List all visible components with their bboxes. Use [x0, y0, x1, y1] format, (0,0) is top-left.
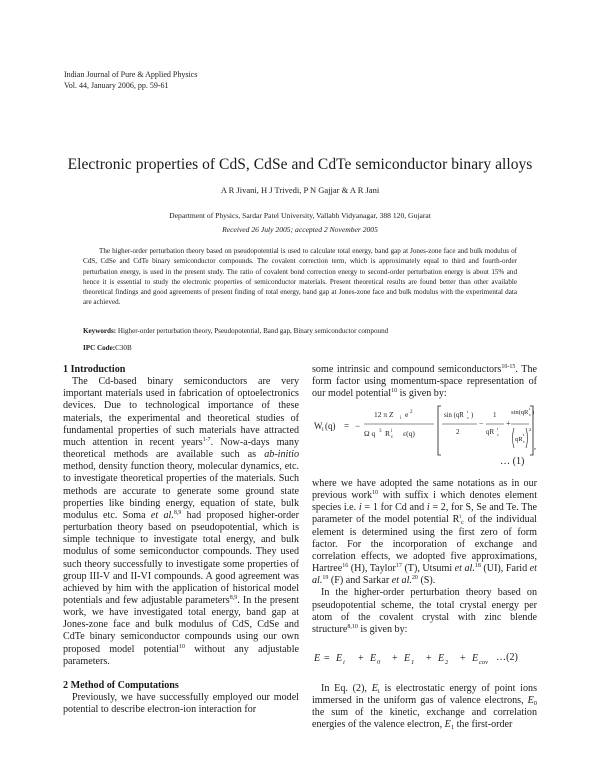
italic-run: ab-initio — [264, 449, 299, 461]
superscript: 19 — [322, 575, 329, 582]
eq1-t2-num: 1 — [493, 411, 497, 419]
notation-paragraph — [312, 478, 537, 587]
eq2-operator: + — [392, 653, 398, 664]
intro-paragraph — [63, 376, 299, 668]
eq1-lhs: W — [314, 421, 323, 431]
eq1-t2-den-sup: i — [497, 426, 499, 431]
text-run: . Now-a-days many theoretical methods are available such as — [63, 436, 300, 461]
eq1-t1-sub: c — [467, 415, 469, 420]
eq1-prefactor-num-sub: i — [400, 416, 402, 421]
paper-dates: Received 26 July 2005; accepted 2 November 2005 — [222, 225, 378, 234]
eq1-lhs-sub: i — [322, 427, 324, 433]
text-run: Previously, we have successfully employed our model potential to describe electron-ion interaction for — [63, 692, 299, 716]
eq1-prefactor-den-R-sup: i — [391, 429, 393, 434]
text-run: (UI), Farid — [480, 563, 530, 575]
superscript: 18 — [474, 563, 481, 570]
eq1-t3-paren-right — [526, 428, 528, 448]
text-run: . In the present work, we have investigated total energy, band gap at Jones-zone face and bulk modulus of CdS, CdSe and CdTe binary semiconductor compounds using our own proposed model potential — [63, 594, 299, 655]
subscript: 1 — [450, 724, 455, 732]
text-run: the sum of the kinetic, exchange and correlation energies of the valence electron, — [312, 707, 537, 731]
eq1-prefactor-den-tail: ε(q) — [403, 429, 415, 438]
eq1-minus: − — [355, 421, 361, 431]
eq1-number: … (1) — [500, 456, 525, 467]
eq1-t3-den-sub: c — [523, 439, 525, 444]
subscript: c — [461, 519, 464, 527]
superscript: 17 — [395, 563, 402, 570]
eq2-term: E — [472, 653, 479, 664]
eq1-arg: (q) — [325, 421, 336, 431]
eq1-t3-den-sup: i — [523, 432, 525, 437]
superscript: 10 — [391, 388, 398, 395]
italic-run: et al. — [150, 509, 174, 521]
text-run: = 1 for Cd and — [361, 502, 427, 514]
eq1-t2-den-sub: c — [497, 432, 499, 437]
paper-authors: A R Jivani, H J Trivedi, P N Gajjar & A R Jani — [220, 185, 380, 195]
text-run: (H), Taylor — [348, 563, 396, 575]
ipc-label: IPC Code: — [83, 344, 116, 352]
text-run: . The form factor using momentum-space representation of our model potential — [312, 364, 537, 400]
eq1-t3-sup: i — [529, 406, 531, 411]
text-run: (T), Utsumi — [401, 563, 455, 575]
eq2-explanation-paragraph — [312, 683, 537, 732]
eq2-term: E — [336, 653, 343, 664]
text-run: In Eq. (2), — [321, 683, 372, 694]
eq1-t1-den: 2 — [456, 428, 460, 436]
eq1-t1-sup: i — [467, 409, 469, 414]
right-column-top — [312, 364, 537, 400]
keywords-label: Keywords: — [83, 327, 117, 335]
eq1-op2: + — [506, 419, 511, 428]
keywords-text: Higher-order perturbation theory, Pseudopotential, Band gap, Binary semiconductor compound — [117, 327, 389, 335]
eq1-left-bracket — [438, 406, 441, 455]
eq2-term: E — [370, 653, 377, 664]
text-run: method, density function theory, molecular dynamics, etc. to investigate theoretical properties of the materials. Such methods are accurate to generate some ground state properties like binding energy, equation of state, bulk modulus etc. Soma — [63, 461, 299, 521]
text-run: is given by: — [357, 623, 408, 635]
eq2-subscript: 1 — [411, 659, 415, 666]
eq1-t1-num: sin (qR — [444, 412, 464, 419]
text-run: = 2, for S, Se and Te. The parameter of the model potential R — [312, 502, 537, 526]
eq1-prefactor-num-tail: e — [405, 410, 409, 419]
eq1-t3-num: sin(qR — [511, 409, 529, 416]
eq1-t3-sub: c — [529, 412, 531, 417]
eq1-prefactor-den-R: R — [385, 429, 391, 438]
text-run: the first-order — [454, 719, 513, 731]
superscript: 20 — [411, 575, 418, 582]
eq2-subscript: 2 — [445, 659, 449, 666]
superscript: 8,9 — [173, 509, 182, 516]
text-run: is electrostatic energy of point ions immersed in the uniform gas of valence electrons, — [312, 683, 537, 707]
eq1-equals: = — [344, 421, 350, 431]
superscript: 8,10 — [347, 623, 358, 630]
text-run: In the higher-order perturbation theory based on pseudopotential scheme, the total crystal energy per atom of the covalent crystal with zinc blende structure — [312, 587, 537, 635]
eq1-comma: , — [534, 442, 536, 451]
text-run: without any adjustable parameters. — [63, 643, 299, 667]
italic-run: et al. — [391, 575, 412, 587]
text-run: had proposed higher-order perturbation theory based on pseudopotential, which is simple technique to investigate total energy, and bulk modulus of some semiconductor compounds. They used such theory successfully to investigate some properties of group III-V and II-VI compounds. A good agreement was achieved by him with the application of historical model potentials and few adjustable parameters — [63, 509, 300, 606]
eq1-op1: − — [479, 419, 484, 428]
left-column — [63, 364, 299, 716]
total-energy-paragraph — [312, 587, 537, 636]
subscript: i — [377, 688, 380, 695]
eq2-term: E — [438, 653, 445, 664]
abstract: The higher-order perturbation theory based on pseudopotential is used to calculate total energy, band gap at Jones-zone face and bulk modulus of CdS, CdSe and CdTe binary semiconductor compounds. The covalent correction term, which is approximately equal to third and fourth-order perturbation energy, is used in the present study. The ratio of covalent bond correction energy to second-order perturbation energy is about 15% and hence it is essential to study the electronic properties of semiconductor materials. Present theoretical results are found better than other available theoretical findings and good agreements of present finding of total energy, band gap at Jones-zone face and bulk modulus with the experimental data are achieved. — [83, 247, 517, 307]
journal-volume: Vol. 44, January 2006, pp. 59-61 — [64, 80, 169, 90]
text-run: The Cd-based binary semiconductors are very important materials used in fabrication of optoelectronics devices. Due to technological importance of these materials, the experimental and theoretical studies of fundamental properties of such materials have attracted much attention in recent years — [63, 376, 299, 448]
subscript: 0 — [533, 700, 537, 708]
superscript: 10 — [179, 643, 185, 650]
eq1-t3-paren-left — [513, 428, 515, 448]
text-run: of the individual element is determined using the first zero of form factor. For the incorporation of exchange and correlation effects, we adopted five approximations, Hartree — [312, 514, 537, 575]
italic-run: et al. — [312, 563, 537, 587]
superscript: 10 — [372, 490, 379, 497]
section-heading-method: 2 Method of Computations — [63, 679, 179, 691]
text-run: with suffix i which denotes element species i.e. — [312, 490, 537, 514]
keywords — [83, 327, 523, 335]
section-heading-introduction: 1 Introduction — [63, 364, 126, 375]
eq1-t1-num-tail: ) — [471, 412, 474, 419]
text-run: some intrinsic and compound semiconductors — [312, 364, 502, 375]
text-run: (F) and Sarkar — [328, 575, 392, 587]
ipc-code — [83, 344, 132, 352]
text-run: where we have adopted the same notations as in our previous work — [312, 478, 537, 502]
paper-title: Electronic properties of CdS, CdSe and CdTe semiconductor binary alloys — [67, 156, 533, 173]
right-column-middle — [312, 478, 537, 636]
eq2-operator: + — [426, 653, 432, 664]
text-run: (S). — [417, 575, 436, 587]
ipc-value: C30B — [115, 344, 132, 352]
italic-run: E — [371, 683, 378, 694]
eq2-operator: + — [358, 653, 364, 664]
eq2-subscript: cov — [479, 659, 489, 666]
eq2-equals: = — [324, 653, 330, 664]
eq2-lhs: E — [314, 653, 321, 664]
eq2-subscript: i — [343, 659, 345, 666]
form-factor-paragraph — [312, 364, 537, 400]
eq2-subscript: 0 — [377, 659, 381, 666]
italic-run: et al. — [454, 563, 475, 575]
journal-header — [64, 70, 197, 91]
eq1-t3-den-pow: 2 — [529, 427, 532, 432]
italic-run: i — [358, 502, 362, 514]
text-run: is given by: — [397, 388, 447, 400]
superscript: 10-15 — [501, 364, 516, 370]
eq2-term: E — [404, 653, 411, 664]
eq2-terms — [335, 653, 488, 666]
paper-affiliation: Department of Physics, Sardar Patel University, Vallabh Vidyanagar, 388 120, Gujarat — [169, 211, 431, 220]
italic-run: i — [426, 502, 430, 514]
eq2-operator: + — [460, 653, 466, 664]
superscript: i — [459, 514, 462, 521]
eq1-prefactor-num-sup: 2 — [410, 410, 413, 415]
right-column-bottom — [312, 683, 537, 732]
superscript: 8,9 — [229, 594, 238, 601]
italic-run: E — [444, 719, 451, 731]
eq1-prefactor-den: Ω q — [364, 429, 376, 438]
eq1-prefactor-den-R-sub: c — [391, 435, 394, 440]
method-paragraph — [63, 692, 299, 716]
superscript: 16 — [342, 563, 349, 570]
eq1-t2-den: qR — [486, 428, 495, 436]
italic-run: E — [527, 695, 534, 707]
eq1-prefactor-den-sup: 3 — [379, 429, 382, 434]
superscript: 1-7 — [202, 436, 211, 443]
eq2-number: …(2) — [496, 652, 518, 663]
journal-name: Indian Journal of Pure & Applied Physics — [64, 70, 198, 79]
eq1-t3-num-tail: ) — [532, 409, 535, 416]
eq1-prefactor-num: 12 π Z — [374, 410, 394, 419]
eq1-t3-den: qR — [515, 436, 523, 443]
